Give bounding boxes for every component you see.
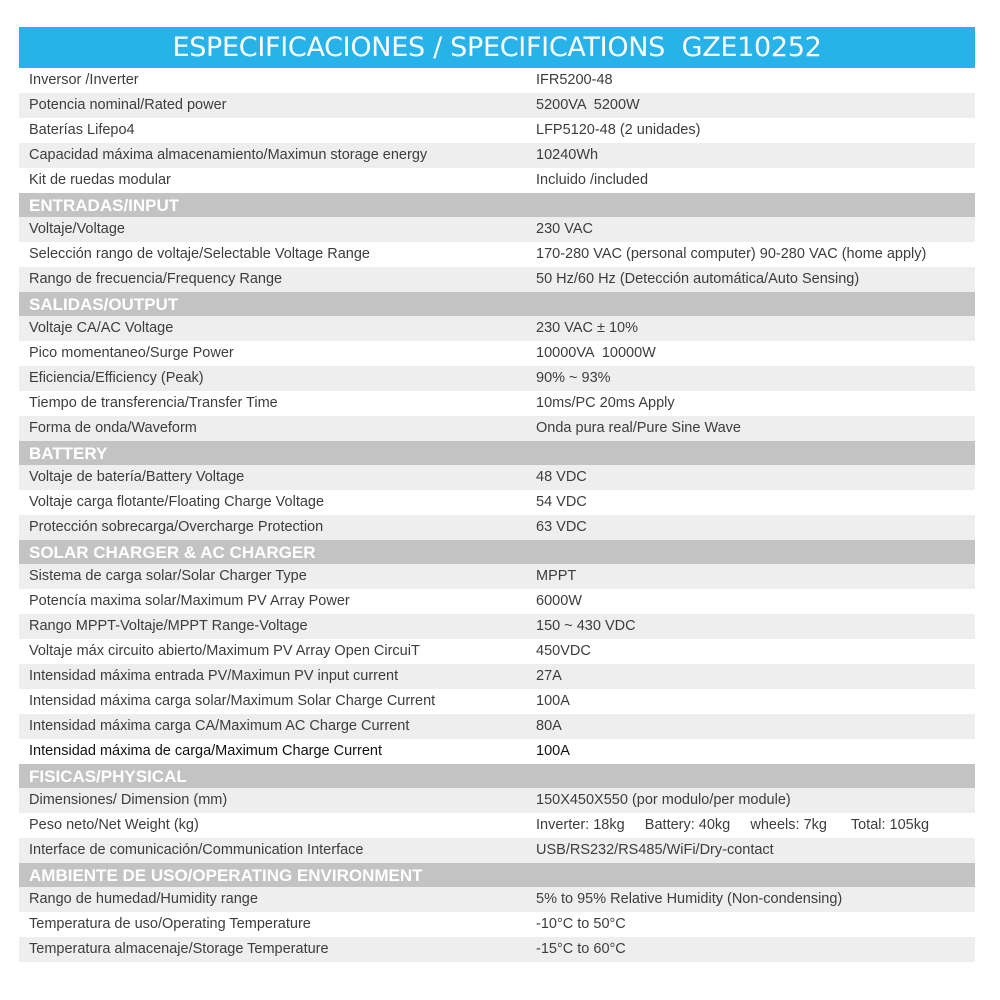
input-section [19, 193, 975, 292]
spec-row-waveform [19, 416, 975, 441]
spec-label: Capacidad máxima almacenamiento/Maximun storage energy [29, 147, 428, 163]
spec-label: Kit de ruedas modular [29, 172, 171, 188]
spec-row-communication-interface [19, 838, 975, 863]
spec-label: Dimensiones/ Dimension (mm) [29, 792, 228, 808]
spec-value: 230 VAC [536, 221, 593, 237]
spec-value: 450VDC [536, 643, 591, 659]
spec-value: 100A [536, 743, 570, 759]
spec-row-inverter [19, 68, 975, 93]
spec-value: 63 VDC [536, 519, 587, 535]
spec-label: Temperatura de uso/Operating Temperature [29, 916, 311, 932]
spec-value: 170-280 VAC (personal computer) 90-280 VAC (home apply) [536, 246, 927, 262]
spec-value: 150 ~ 430 VDC [536, 618, 636, 634]
spec-row-net-weight [19, 813, 975, 838]
spec-row-open-circuit-voltage [19, 639, 975, 664]
spec-label: Rango de frecuencia/Frequency Range [29, 271, 283, 287]
spec-label: Voltaje CA/AC Voltage [29, 320, 174, 336]
spec-value: LFP5120-48 (2 unidades) [536, 122, 701, 138]
environment-section [19, 863, 975, 962]
spec-row-solar-charger-type [19, 564, 975, 589]
spec-label: Peso neto/Net Weight (kg) [29, 817, 199, 833]
spec-label: Sistema de carga solar/Solar Charger Type [29, 568, 307, 584]
spec-row-selectable-voltage-range [19, 242, 975, 267]
spec-value: 230 VAC ± 10% [536, 320, 638, 336]
spec-value: 27A [536, 668, 562, 684]
spec-value: 5200VA 5200W [536, 97, 640, 113]
spec-label: Voltaje/Voltage [29, 221, 125, 237]
spec-value: 150X450X550 (por modulo/per module) [536, 792, 791, 808]
spec-row-humidity-range [19, 887, 975, 912]
spec-row-voltage [19, 217, 975, 242]
spec-row-max-charge-current [19, 739, 975, 764]
general-section [19, 68, 975, 193]
spec-label: Intensidad máxima carga CA/Maximum AC Charge Current [29, 718, 410, 734]
spec-value: MPPT [536, 568, 577, 584]
spec-label: Rango de humedad/Humidity range [29, 891, 258, 907]
spec-sheet [19, 27, 975, 962]
spec-value: IFR5200-48 [536, 72, 613, 88]
spec-row-mppt-range [19, 614, 975, 639]
spec-value: 10240Wh [536, 147, 599, 163]
spec-label: Intensidad máxima carga solar/Maximum Solar Charge Current [29, 693, 436, 709]
spec-label: Voltaje máx circuito abierto/Maximum PV Array Open CircuiT [29, 643, 420, 659]
spec-label: Potencia nominal/Rated power [29, 97, 227, 113]
physical-section [19, 764, 975, 863]
spec-row-max-pv-array-power [19, 589, 975, 614]
section-header-output: SALIDAS/OUTPUT [19, 292, 975, 316]
spec-row-surge-power [19, 341, 975, 366]
spec-row-battery-voltage [19, 465, 975, 490]
section-header-environment: AMBIENTE DE USO/OPERATING ENVIRONMENT [19, 863, 975, 887]
spec-value: Inverter: 18kg Battery: 40kg wheels: 7kg Total: 105kg [536, 817, 930, 833]
spec-value: -10°C to 50°C [536, 916, 626, 932]
spec-row-ac-charge-current [19, 714, 975, 739]
spec-row-dimension [19, 788, 975, 813]
spec-row-solar-charge-current [19, 689, 975, 714]
solar-section [19, 540, 975, 764]
spec-row-wheel-kit [19, 168, 975, 193]
spec-value: 10ms/PC 20ms Apply [536, 395, 675, 411]
spec-value: Incluido /included [536, 172, 649, 188]
spec-row-batteries [19, 118, 975, 143]
spec-label: Protección sobrecarga/Overcharge Protection [29, 519, 324, 535]
spec-label: Eficiencia/Efficiency (Peak) [29, 370, 204, 386]
spec-value: 5% to 95% Relative Humidity (Non-condensing) [536, 891, 843, 907]
spec-label: Selección rango de voltaje/Selectable Voltage Range [29, 246, 370, 262]
spec-row-storage-energy [19, 143, 975, 168]
output-section [19, 292, 975, 441]
spec-row-efficiency [19, 366, 975, 391]
spec-row-overcharge-protection [19, 515, 975, 540]
spec-label: Pico momentaneo/Surge Power [29, 345, 234, 361]
spec-label: Tiempo de transferencia/Transfer Time [29, 395, 278, 411]
battery-section [19, 441, 975, 540]
spec-title: ESPECIFICACIONES / SPECIFICATIONS GZE10252 [19, 27, 975, 68]
spec-value: 6000W [536, 593, 582, 609]
spec-row-floating-charge-voltage [19, 490, 975, 515]
spec-value: -15°C to 60°C [536, 941, 626, 957]
spec-label: Potencía maxima solar/Maximum PV Array Power [29, 593, 350, 609]
spec-value: USB/RS232/RS485/WiFi/Dry-contact [536, 842, 774, 858]
spec-value: 80A [536, 718, 562, 734]
spec-row-pv-input-current [19, 664, 975, 689]
spec-label: Voltaje de batería/Battery Voltage [29, 469, 245, 485]
section-header-battery: BATTERY [19, 441, 975, 465]
spec-value: 90% ~ 93% [536, 370, 611, 386]
spec-label: Inversor /Inverter [29, 72, 139, 88]
spec-row-operating-temperature [19, 912, 975, 937]
spec-label: Forma de onda/Waveform [29, 420, 197, 436]
spec-label: Intensidad máxima de carga/Maximum Charge Current [29, 743, 382, 759]
spec-value: 48 VDC [536, 469, 587, 485]
spec-label: Intensidad máxima entrada PV/Maximun PV input current [29, 668, 399, 684]
section-header-input: ENTRADAS/INPUT [19, 193, 975, 217]
spec-label: Baterías Lifepo4 [29, 122, 135, 138]
section-header-solar: SOLAR CHARGER & AC CHARGER [19, 540, 975, 564]
spec-value: 100A [536, 693, 570, 709]
spec-row-ac-voltage [19, 316, 975, 341]
spec-label: Interface de comunicación/Communication Interface [29, 842, 364, 858]
section-header-physical: FISICAS/PHYSICAL [19, 764, 975, 788]
spec-row-transfer-time [19, 391, 975, 416]
spec-value: 54 VDC [536, 494, 587, 510]
spec-label: Rango MPPT-Voltaje/MPPT Range-Voltage [29, 618, 308, 634]
spec-value: 50 Hz/60 Hz (Detección automática/Auto Sensing) [536, 271, 860, 287]
spec-row-storage-temperature [19, 937, 975, 962]
spec-value: 10000VA 10000W [536, 345, 656, 361]
spec-label: Voltaje carga flotante/Floating Charge Voltage [29, 494, 325, 510]
spec-row-rated-power [19, 93, 975, 118]
spec-row-frequency-range [19, 267, 975, 292]
spec-value: Onda pura real/Pure Sine Wave [536, 420, 741, 436]
spec-label: Temperatura almacenaje/Storage Temperature [29, 941, 329, 957]
